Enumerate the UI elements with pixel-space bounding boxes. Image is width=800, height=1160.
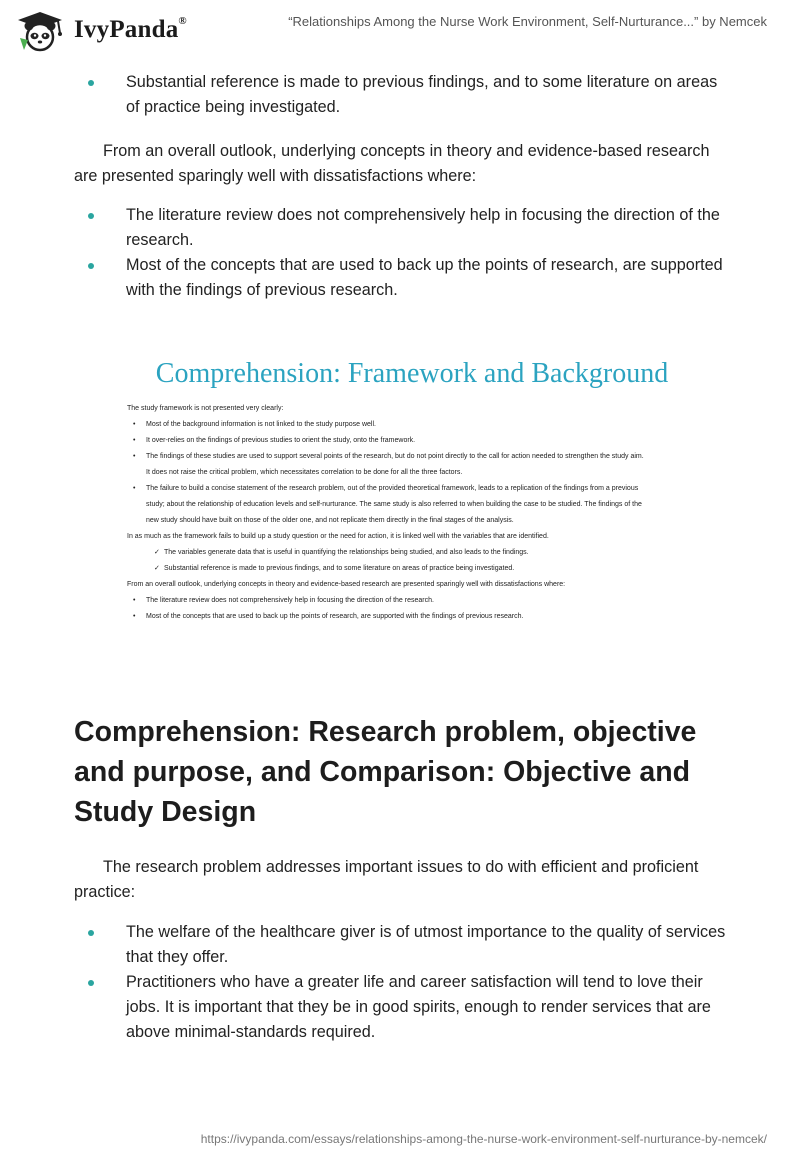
bullet-icon — [88, 263, 94, 269]
check-icon: ✓ — [154, 565, 160, 572]
bullet-list — [74, 203, 726, 303]
section-heading-block — [74, 712, 726, 832]
source-url-link[interactable]: https://ivypanda.com/essays/relationships-among-the-nurse-work-environment-self-nurturance-by-nemcek/ — [200, 1132, 767, 1146]
bullet-icon — [88, 930, 94, 936]
bullet-icon — [88, 980, 94, 986]
paragraph: The research problem addresses important issues to do with efficient and proficient practice: — [74, 858, 699, 901]
figure-body: The study framework is not presented very clearly: • Most of the background information is not linked to the study purpose well. • It over-relies on the findings of previous studies to orient the study, onto the framework. • The findings of these studies are used to support several points of the research, but do not point directly to the call for action needed to strengthen the study aim. It does not raise the critical problem, which necessitates correlation to be done for all the three factors. • The failure to build a concise statement of the research problem, out of the provided theoretical framework, leads to a replication of the findings from a previous study; about the relationship of education levels and self-nurturance. The same study is also referred to when building the case to be studied. The findings of the new study should have built on those of the older one, and not replicate them directly in the final stages of the analysis. In as much as the framework fails to build up a study question or the need for action, it is linked well with the variables that are identified. ✓ The variables generate data that is useful in quantifying the relationships being studied, and also leads to the findings. ✓ Substantial reference is made to previous findings, and to some literature on areas of practice being investigated. From an overall outlook, underlying concepts in theory and evidence-based research are presented sparingly well with dissatisfactions where: • The literature review does not comprehensively help in focusing the direction of the research. • Most of the concepts that are used to back up the points of research, are supported with the findings of previous research. — [127, 405, 644, 620]
paragraph: From an overall outlook, underlying concepts in theory and evidence-based research are presented sparingly well with dissatisfactions where: — [74, 142, 710, 185]
brand-logo[interactable] — [14, 8, 187, 52]
document-title: “Relationships Among the Nurse Work Environment, Self-Nurturance...” by Nemcek — [288, 14, 767, 29]
list-item: The welfare of the healthcare giver is of utmost importance to the quality of services that they offer. — [74, 920, 726, 970]
top-bullet-list — [74, 70, 726, 120]
embedded-document-image — [127, 358, 697, 630]
list-item: Practitioners who have a greater life and career satisfaction will tend to love their jobs. It is important that they be in good spirits, enough to render services that are above minimal-standards required. — [74, 970, 726, 1045]
panda-logo-icon — [14, 8, 70, 52]
bullet-list — [74, 920, 726, 1045]
section-heading: Comprehension: Research problem, objective and purpose, and Comparison: Objective and Study Design — [74, 716, 697, 828]
page-header — [0, 0, 800, 60]
list-item: Substantial reference is made to previous findings, and to some literature on areas of practice being investigated. — [74, 70, 726, 120]
list-item: The literature review does not comprehensively help in focusing the direction of the research. — [74, 203, 726, 253]
figure-title: Comprehension: Framework and Background — [155, 358, 669, 389]
bullet-icon — [88, 80, 94, 86]
brand-name: IvyPanda® — [74, 14, 187, 43]
check-icon: ✓ — [154, 549, 160, 556]
bullet-icon — [88, 213, 94, 219]
list-item: Most of the concepts that are used to back up the points of research, are supported with the findings of previous research. — [74, 253, 726, 303]
